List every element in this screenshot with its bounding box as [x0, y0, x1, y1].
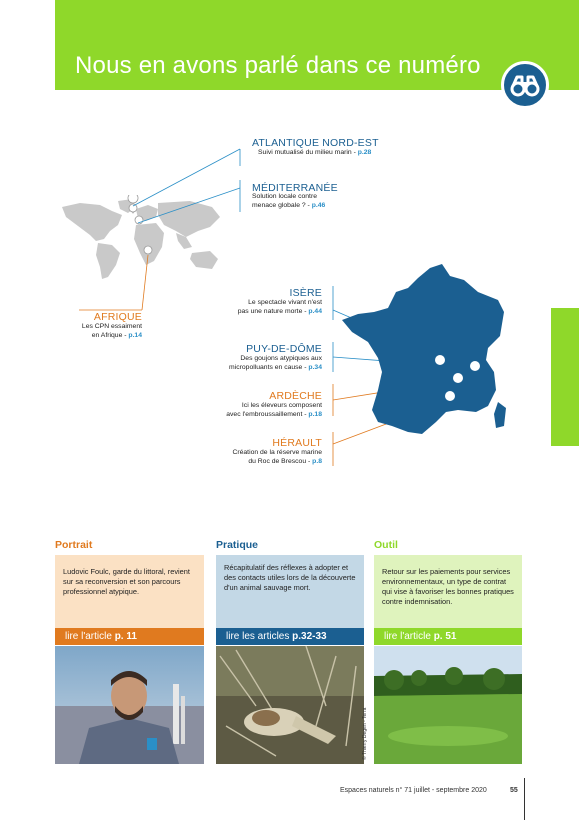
column-portrait-link[interactable]: lire l'article p. 11 — [55, 628, 204, 645]
page-title: Nous en avons parlé dans ce numéro — [75, 52, 481, 79]
column-outil-link[interactable]: lire l'article p. 51 — [374, 628, 522, 645]
region-ardeche-desc: Ici les éleveurs composent avec l'embroussaillement - p.18 — [226, 402, 322, 418]
column-portrait-card: Ludovic Foulc, garde du littoral, revient sur sa reconversion et son parcours professionnel atypique. — [55, 555, 204, 628]
region-mediterranee-desc: Solution locale contre menace globale ? - p.46 — [252, 193, 326, 209]
region-atlantique-title: ATLANTIQUE NORD-EST — [252, 137, 379, 149]
outil-photo — [374, 646, 522, 764]
column-pratique-heading: Pratique — [216, 539, 259, 551]
photo-credit: © Thierry Degen - Terra — [362, 707, 368, 760]
page-number: 55 — [510, 787, 518, 794]
footer-divider — [524, 778, 525, 820]
column-pratique-card: Récapitulatif des réflexes à adopter et des contacts utiles lors de la découverte d'un animal sauvage mort. — [216, 555, 364, 628]
region-isere-desc: Le spectacle vivant n'est pas une nature morte - p.44 — [237, 299, 322, 315]
region-puy-de-dome-desc: Des goujons atypiques aux micropolluants en cause - p.34 — [229, 355, 322, 371]
region-herault-title: HÉRAULT — [272, 437, 322, 449]
region-afrique-title: AFRIQUE — [93, 311, 142, 323]
region-herault-desc: Création de la réserve marine du Roc de Brescou - p.8 — [232, 449, 322, 465]
region-puy-de-dome-title: PUY-DE-DÔME — [246, 343, 322, 355]
column-portrait-heading: Portrait — [55, 539, 93, 551]
footer-text: Espaces naturels n° 71 juillet - septembre 2020 — [340, 787, 487, 794]
portrait-photo — [55, 646, 204, 764]
france-map — [338, 262, 510, 457]
region-isere-title: ISÈRE — [289, 287, 322, 299]
pratique-photo — [216, 646, 364, 764]
region-mediterranee-title: MÉDITERRANÉE — [252, 182, 338, 194]
column-outil-card: Retour sur les paiements pour services environnementaux, un type de contrat qui vise à favoriser les bonnes pratiques contre indemnisation. — [374, 555, 522, 628]
region-ardeche-title: ARDÈCHE — [269, 390, 322, 402]
column-pratique-link[interactable]: lire les articles p.32-33 — [216, 628, 364, 645]
region-afrique-desc: Les CPN essaiment en Afrique - p.14 — [81, 323, 142, 339]
column-outil-heading: Outil — [374, 539, 398, 551]
region-atlantique-desc: Suivi mutualisé du milieu marin - p.28 — [258, 149, 372, 156]
